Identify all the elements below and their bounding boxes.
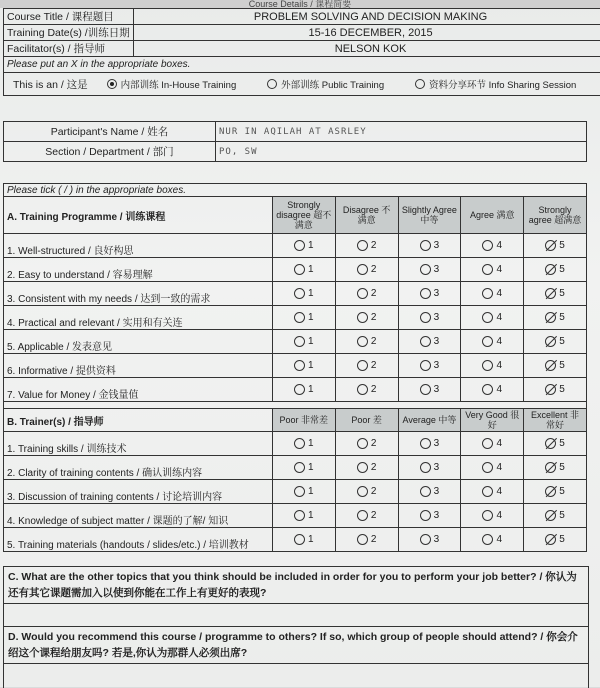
question-d-answer[interactable]	[4, 663, 588, 686]
rating-number: 2	[371, 486, 377, 497]
circle-icon	[357, 510, 368, 521]
rating-number: 5	[559, 486, 565, 497]
rating-option-3[interactable]	[398, 432, 461, 456]
rating-item-label: 2. Easy to understand / 容易理解	[4, 258, 273, 282]
rating-option-1[interactable]	[272, 504, 335, 528]
rating-number: 4	[496, 312, 502, 323]
rating-number: 3	[434, 288, 440, 299]
rating-row	[4, 330, 587, 354]
rating-number: 4	[496, 240, 502, 251]
rating-option-3[interactable]	[398, 480, 461, 504]
rating-number: 3	[434, 312, 440, 323]
circle-icon	[294, 510, 305, 521]
rating-item-label: 6. Informative / 提供资料	[4, 354, 273, 378]
rating-option-3[interactable]	[398, 354, 461, 378]
circle-icon	[420, 534, 431, 545]
rating-item-label: 7. Value for Money / 金钱量值	[4, 378, 273, 402]
rating-option-2[interactable]	[335, 528, 398, 552]
rating-option-1[interactable]	[272, 528, 335, 552]
circle-icon	[357, 384, 368, 395]
rating-number: 2	[371, 312, 377, 323]
ticked-circle-icon	[545, 462, 556, 473]
rating-option-3[interactable]	[398, 330, 461, 354]
ticked-circle-icon	[545, 288, 556, 299]
rating-item-label: 4. Knowledge of subject matter / 课题的了解/ 知识	[4, 504, 273, 528]
rating-option-2[interactable]	[335, 258, 398, 282]
radio-icon	[415, 79, 425, 89]
rating-row	[4, 282, 587, 306]
rating-item-label: 2. Clarity of training contents / 确认训练内容	[4, 456, 273, 480]
rating-table	[3, 183, 587, 552]
circle-icon	[294, 462, 305, 473]
rating-item-label: 4. Practical and relevant / 实用和有关连	[4, 306, 273, 330]
rating-number: 1	[308, 360, 314, 371]
rating-option-4[interactable]	[461, 306, 524, 330]
course-details-table	[3, 8, 600, 96]
rating-option-5[interactable]	[524, 504, 587, 528]
ticked-circle-icon	[545, 510, 556, 521]
rating-option-4[interactable]	[461, 282, 524, 306]
ticked-circle-icon	[545, 438, 556, 449]
rating-number: 2	[371, 438, 377, 449]
circle-icon	[357, 486, 368, 497]
rating-number: 1	[308, 438, 314, 449]
rating-number: 4	[496, 336, 502, 347]
rating-option-5[interactable]	[524, 528, 587, 552]
instruction-x: Please put an X in the appropriate boxes.	[4, 57, 600, 73]
circle-icon	[294, 486, 305, 497]
circle-icon	[420, 240, 431, 251]
rating-number: 4	[496, 510, 502, 521]
circle-icon	[294, 288, 305, 299]
rating-option-4[interactable]	[461, 456, 524, 480]
rating-number: 5	[559, 240, 565, 251]
course-title-label: Course Title / 课程题目	[4, 9, 134, 25]
rating-option-2[interactable]	[335, 330, 398, 354]
rating-option-4[interactable]	[461, 330, 524, 354]
rating-option-2[interactable]	[335, 432, 398, 456]
rating-number: 2	[371, 264, 377, 275]
rating-option-2[interactable]	[335, 378, 398, 402]
rating-number: 4	[496, 462, 502, 473]
rating-number: 1	[308, 288, 314, 299]
rating-option-3[interactable]	[398, 504, 461, 528]
participant-name-label: Participant's Name / 姓名	[4, 122, 216, 142]
question-c-text: C. What are the other topics that you think should be included in order for you to perform your job better? / 你认为还有其它课题需加入以使到你能在工作上有更好的表现?	[4, 567, 588, 603]
circle-icon	[294, 312, 305, 323]
rating-row	[4, 432, 587, 456]
circle-icon	[482, 462, 493, 473]
rating-number: 5	[559, 264, 565, 275]
rating-number: 5	[559, 384, 565, 395]
rating-number: 4	[496, 486, 502, 497]
circle-icon	[420, 264, 431, 275]
rating-option-4[interactable]	[461, 258, 524, 282]
rating-option-1[interactable]	[272, 378, 335, 402]
rating-option-2[interactable]	[335, 504, 398, 528]
rating-option-5[interactable]	[524, 282, 587, 306]
rating-number: 1	[308, 534, 314, 545]
rating-item-label: 3. Consistent with my needs / 达到一致的需求	[4, 282, 273, 306]
col-agree: Agree 满意	[461, 197, 524, 234]
question-d-text: D. Would you recommend this course / programme to others? If so, which group of people should attend? / 你会介绍这个课程给朋友吗? 若是,你认为那群人必须出席?	[4, 627, 588, 663]
ticked-circle-icon	[545, 264, 556, 275]
rating-item-label: 1. Training skills / 训练技术	[4, 432, 273, 456]
circle-icon	[482, 312, 493, 323]
rating-number: 5	[559, 312, 565, 323]
rating-option-3[interactable]	[398, 456, 461, 480]
rating-option-3[interactable]	[398, 234, 461, 258]
ticked-circle-icon	[545, 240, 556, 251]
rating-number: 5	[559, 534, 565, 545]
col-poor-1: Poor 非常差	[272, 409, 335, 432]
col-average: Average 中等	[398, 409, 461, 432]
circle-icon	[294, 264, 305, 275]
circle-icon	[294, 384, 305, 395]
rating-option-1[interactable]	[272, 456, 335, 480]
circle-icon	[357, 240, 368, 251]
col-slightly-agree: Slightly Agree 中等	[398, 197, 461, 234]
rating-option-4[interactable]	[461, 354, 524, 378]
rating-option-3[interactable]	[398, 378, 461, 402]
option-in-house[interactable]: 内部训练 In-House Training	[107, 77, 237, 91]
circle-icon	[420, 360, 431, 371]
rating-option-3[interactable]	[398, 258, 461, 282]
option-info-sharing[interactable]: 资料分享环节 Info Sharing Session	[415, 77, 576, 91]
rating-number: 2	[371, 510, 377, 521]
col-strongly-disagree: Strongly disagree 超不满意	[272, 197, 335, 234]
circle-icon	[482, 534, 493, 545]
option-public[interactable]: 外部训练 Public Training	[267, 77, 384, 91]
rating-option-1[interactable]	[272, 354, 335, 378]
rating-option-5[interactable]	[524, 354, 587, 378]
circle-icon	[357, 264, 368, 275]
section-department-field[interactable]: PO, SW	[216, 142, 587, 162]
rating-option-4[interactable]	[461, 504, 524, 528]
rating-number: 3	[434, 510, 440, 521]
question-c-answer[interactable]	[4, 603, 588, 626]
rating-number: 3	[434, 438, 440, 449]
circle-icon	[420, 510, 431, 521]
circle-icon	[482, 264, 493, 275]
rating-number: 5	[559, 360, 565, 371]
rating-row	[4, 234, 587, 258]
rating-number: 3	[434, 462, 440, 473]
rating-option-5[interactable]	[524, 480, 587, 504]
circle-icon	[482, 438, 493, 449]
rating-number: 1	[308, 312, 314, 323]
circle-icon	[357, 288, 368, 299]
section-a-heading: A. Training Programme / 训练课程	[4, 197, 273, 234]
circle-icon	[294, 240, 305, 251]
circle-icon	[294, 534, 305, 545]
circle-icon	[420, 486, 431, 497]
rating-number: 2	[371, 534, 377, 545]
rating-option-4[interactable]	[461, 432, 524, 456]
rating-number: 5	[559, 510, 565, 521]
instruction-tick: Please tick ( / ) in the appropriate boxes.	[4, 184, 587, 197]
rating-option-1[interactable]	[272, 282, 335, 306]
rating-option-1[interactable]	[272, 432, 335, 456]
ticked-circle-icon	[545, 486, 556, 497]
radio-selected-icon	[107, 79, 117, 89]
col-very-good: Very Good 很好	[461, 409, 524, 432]
rating-option-1[interactable]	[272, 306, 335, 330]
circle-icon	[294, 438, 305, 449]
rating-row	[4, 456, 587, 480]
circle-icon	[482, 510, 493, 521]
rating-number: 4	[496, 360, 502, 371]
rating-row	[4, 354, 587, 378]
rating-number: 1	[308, 384, 314, 395]
rating-number: 2	[371, 240, 377, 251]
col-excellent: Excellent 非常好	[524, 409, 587, 432]
radio-icon	[267, 79, 277, 89]
circle-icon	[482, 360, 493, 371]
rating-option-2[interactable]	[335, 306, 398, 330]
rating-item-label: 3. Discussion of training contents / 讨论培训内容	[4, 480, 273, 504]
ticked-circle-icon	[545, 312, 556, 323]
circle-icon	[357, 438, 368, 449]
rating-option-5[interactable]	[524, 378, 587, 402]
ticked-circle-icon	[545, 534, 556, 545]
question-c	[3, 566, 589, 627]
rating-option-1[interactable]	[272, 330, 335, 354]
rating-number: 1	[308, 240, 314, 251]
circle-icon	[357, 336, 368, 347]
rating-option-2[interactable]	[335, 282, 398, 306]
col-disagree: Disagree 不满意	[335, 197, 398, 234]
rating-option-5[interactable]	[524, 330, 587, 354]
rating-option-5[interactable]	[524, 456, 587, 480]
circle-icon	[357, 462, 368, 473]
rating-number: 5	[559, 336, 565, 347]
circle-icon	[294, 336, 305, 347]
circle-icon	[482, 336, 493, 347]
rating-number: 2	[371, 288, 377, 299]
circle-icon	[357, 534, 368, 545]
facilitator-value: NELSON KOK	[133, 41, 600, 57]
rating-option-5[interactable]	[524, 234, 587, 258]
col-poor-2: Poor 差	[335, 409, 398, 432]
rating-option-4[interactable]	[461, 528, 524, 552]
rating-row	[4, 480, 587, 504]
rating-row	[4, 306, 587, 330]
rating-number: 5	[559, 438, 565, 449]
rating-number: 4	[496, 288, 502, 299]
rating-number: 3	[434, 534, 440, 545]
rating-option-2[interactable]	[335, 480, 398, 504]
rating-number: 3	[434, 360, 440, 371]
circle-icon	[420, 384, 431, 395]
rating-number: 5	[559, 288, 565, 299]
rating-option-3[interactable]	[398, 282, 461, 306]
rating-number: 1	[308, 336, 314, 347]
training-date-label: Training Date(s) /训练日期	[4, 25, 134, 41]
circle-icon	[294, 360, 305, 371]
rating-number: 3	[434, 384, 440, 395]
rating-number: 2	[371, 336, 377, 347]
rating-option-2[interactable]	[335, 456, 398, 480]
circle-icon	[420, 462, 431, 473]
rating-row	[4, 378, 587, 402]
ticked-circle-icon	[545, 360, 556, 371]
rating-number: 2	[371, 384, 377, 395]
rating-number: 3	[434, 486, 440, 497]
circle-icon	[482, 240, 493, 251]
rating-option-5[interactable]	[524, 432, 587, 456]
ticked-circle-icon	[545, 384, 556, 395]
section-banner: Course Details / 课程简要	[0, 0, 600, 8]
rating-number: 4	[496, 264, 502, 275]
rating-number: 1	[308, 462, 314, 473]
rating-number: 3	[434, 264, 440, 275]
rating-number: 4	[496, 384, 502, 395]
type-label: This is an / 这是	[13, 79, 88, 91]
section-b-heading: B. Trainer(s) / 指导师	[4, 409, 273, 432]
circle-icon	[482, 486, 493, 497]
rating-option-1[interactable]	[272, 480, 335, 504]
rating-number: 2	[371, 462, 377, 473]
circle-icon	[357, 312, 368, 323]
rating-number: 4	[496, 438, 502, 449]
rating-option-4[interactable]	[461, 378, 524, 402]
rating-number: 4	[496, 534, 502, 545]
facilitator-label: Facilitator(s) / 指导师	[4, 41, 134, 57]
rating-option-1[interactable]	[272, 234, 335, 258]
rating-row	[4, 504, 587, 528]
rating-option-3[interactable]	[398, 306, 461, 330]
circle-icon	[420, 336, 431, 347]
circle-icon	[482, 288, 493, 299]
circle-icon	[482, 384, 493, 395]
question-d	[3, 626, 589, 688]
circle-icon	[420, 312, 431, 323]
section-department-label: Section / Department / 部门	[4, 142, 216, 162]
rating-item-label: 5. Training materials (handouts / slides/etc.) / 培训教材	[4, 528, 273, 552]
rating-option-4[interactable]	[461, 480, 524, 504]
rating-number: 1	[308, 486, 314, 497]
rating-option-3[interactable]	[398, 528, 461, 552]
rating-number: 1	[308, 510, 314, 521]
rating-number: 3	[434, 240, 440, 251]
rating-option-5[interactable]	[524, 306, 587, 330]
circle-icon	[420, 288, 431, 299]
rating-number: 2	[371, 360, 377, 371]
rating-option-1[interactable]	[272, 258, 335, 282]
rating-option-2[interactable]	[335, 354, 398, 378]
rating-number: 3	[434, 336, 440, 347]
participant-name-field[interactable]: NUR IN AQILAH AT ASRLEY	[216, 122, 587, 142]
rating-row	[4, 528, 587, 552]
ticked-circle-icon	[545, 336, 556, 347]
rating-option-2[interactable]	[335, 234, 398, 258]
rating-row	[4, 258, 587, 282]
circle-icon	[420, 438, 431, 449]
rating-number: 1	[308, 264, 314, 275]
training-date-value: 15-16 DECEMBER, 2015	[133, 25, 600, 41]
rating-item-label: 5. Applicable / 发表意见	[4, 330, 273, 354]
circle-icon	[357, 360, 368, 371]
rating-item-label: 1. Well-structured / 良好构思	[4, 234, 273, 258]
rating-number: 5	[559, 462, 565, 473]
col-strongly-agree: Strongly agree 超满意	[524, 197, 587, 234]
rating-option-5[interactable]	[524, 258, 587, 282]
rating-option-4[interactable]	[461, 234, 524, 258]
participant-table	[3, 121, 587, 162]
course-title-value: PROBLEM SOLVING AND DECISION MAKING	[133, 9, 600, 25]
